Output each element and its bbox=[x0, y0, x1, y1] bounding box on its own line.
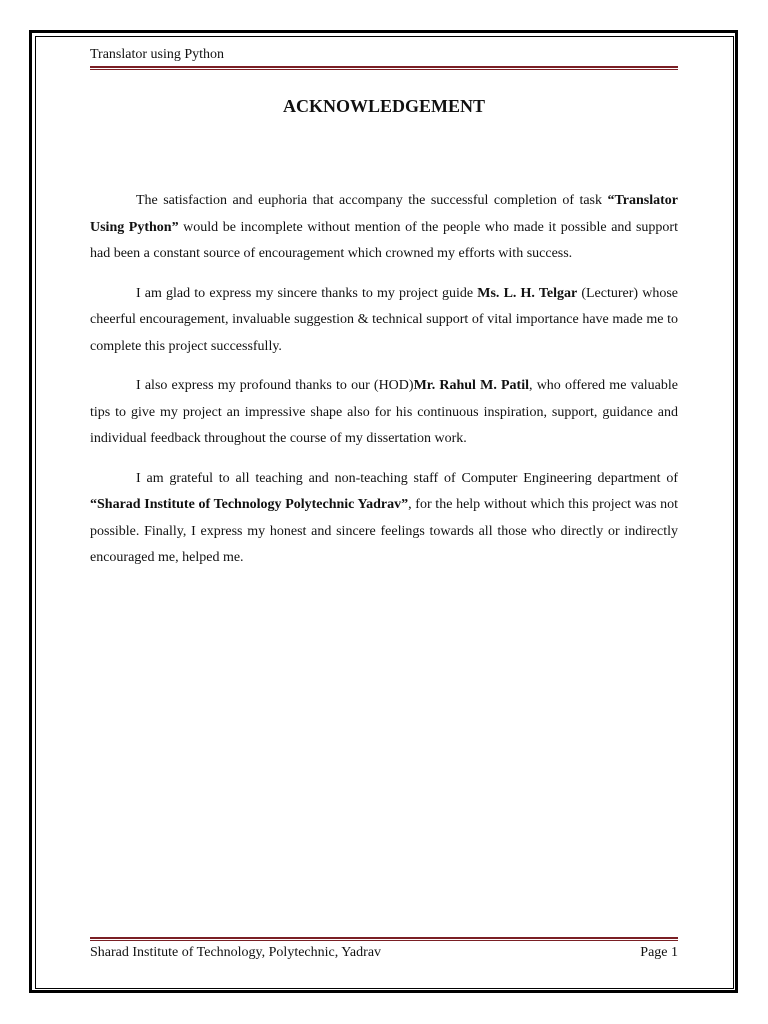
paragraph-1 bbox=[90, 188, 678, 268]
guide-name-bold: Ms. L. H. Telgar bbox=[477, 285, 578, 301]
footer-rule bbox=[90, 937, 678, 941]
header-rule bbox=[90, 66, 678, 70]
project-title-bold: “Translator Using Python” bbox=[90, 193, 678, 235]
paragraph-1-text-c: would be incomplete without mention of the people who made it possible and support had been a constant source of encouragement which crowned my efforts with success. bbox=[90, 219, 678, 261]
paragraph-3-text-a: I also express my profound thanks to our (HOD) bbox=[136, 378, 414, 393]
paragraph-3-text-c: , who offered me valuable tips to give my project an impressive shape also for his continuous inspiration, support, guidance and individual feedback throughout the course of my dissertation work. bbox=[90, 378, 679, 446]
page-title: ACKNOWLEDGEMENT bbox=[282, 96, 486, 116]
institute-name-bold: “Sharad Institute of Technology Polytechnic Yadrav” bbox=[90, 497, 409, 512]
footer-institute: Sharad Institute of Technology, Polytechnic, Yadrav bbox=[90, 945, 382, 960]
paragraph-4-text-c: , for the help without which this project was not possible. Finally, I express my honest and sincere feelings towards all those who directly or indirectly encouraged me, helped me. bbox=[90, 497, 678, 565]
hod-name-bold: Mr. Rahul M. Patil bbox=[413, 378, 530, 393]
acknowledgement-body bbox=[90, 188, 678, 585]
paragraph-4-text-a: I am grateful to all teaching and non-teaching staff of Computer Engineering department of bbox=[136, 470, 678, 486]
paragraph-3 bbox=[90, 373, 678, 453]
paragraph-4 bbox=[90, 466, 678, 572]
paragraph-1-text-a: The satisfaction and euphoria that accompany the successful completion of task bbox=[136, 193, 608, 208]
page-number: Page 1 bbox=[640, 945, 678, 960]
paragraph-2-text-a: I am glad to express my sincere thanks to my project guide bbox=[136, 285, 478, 301]
paragraph-2 bbox=[90, 281, 678, 361]
paragraph-2-text-c: (Lecturer) whose cheerful encouragement, invaluable suggestion & technical support of vital importance have made me to complete this project successfully. bbox=[90, 285, 678, 354]
running-header: Translator using Python bbox=[90, 47, 225, 62]
